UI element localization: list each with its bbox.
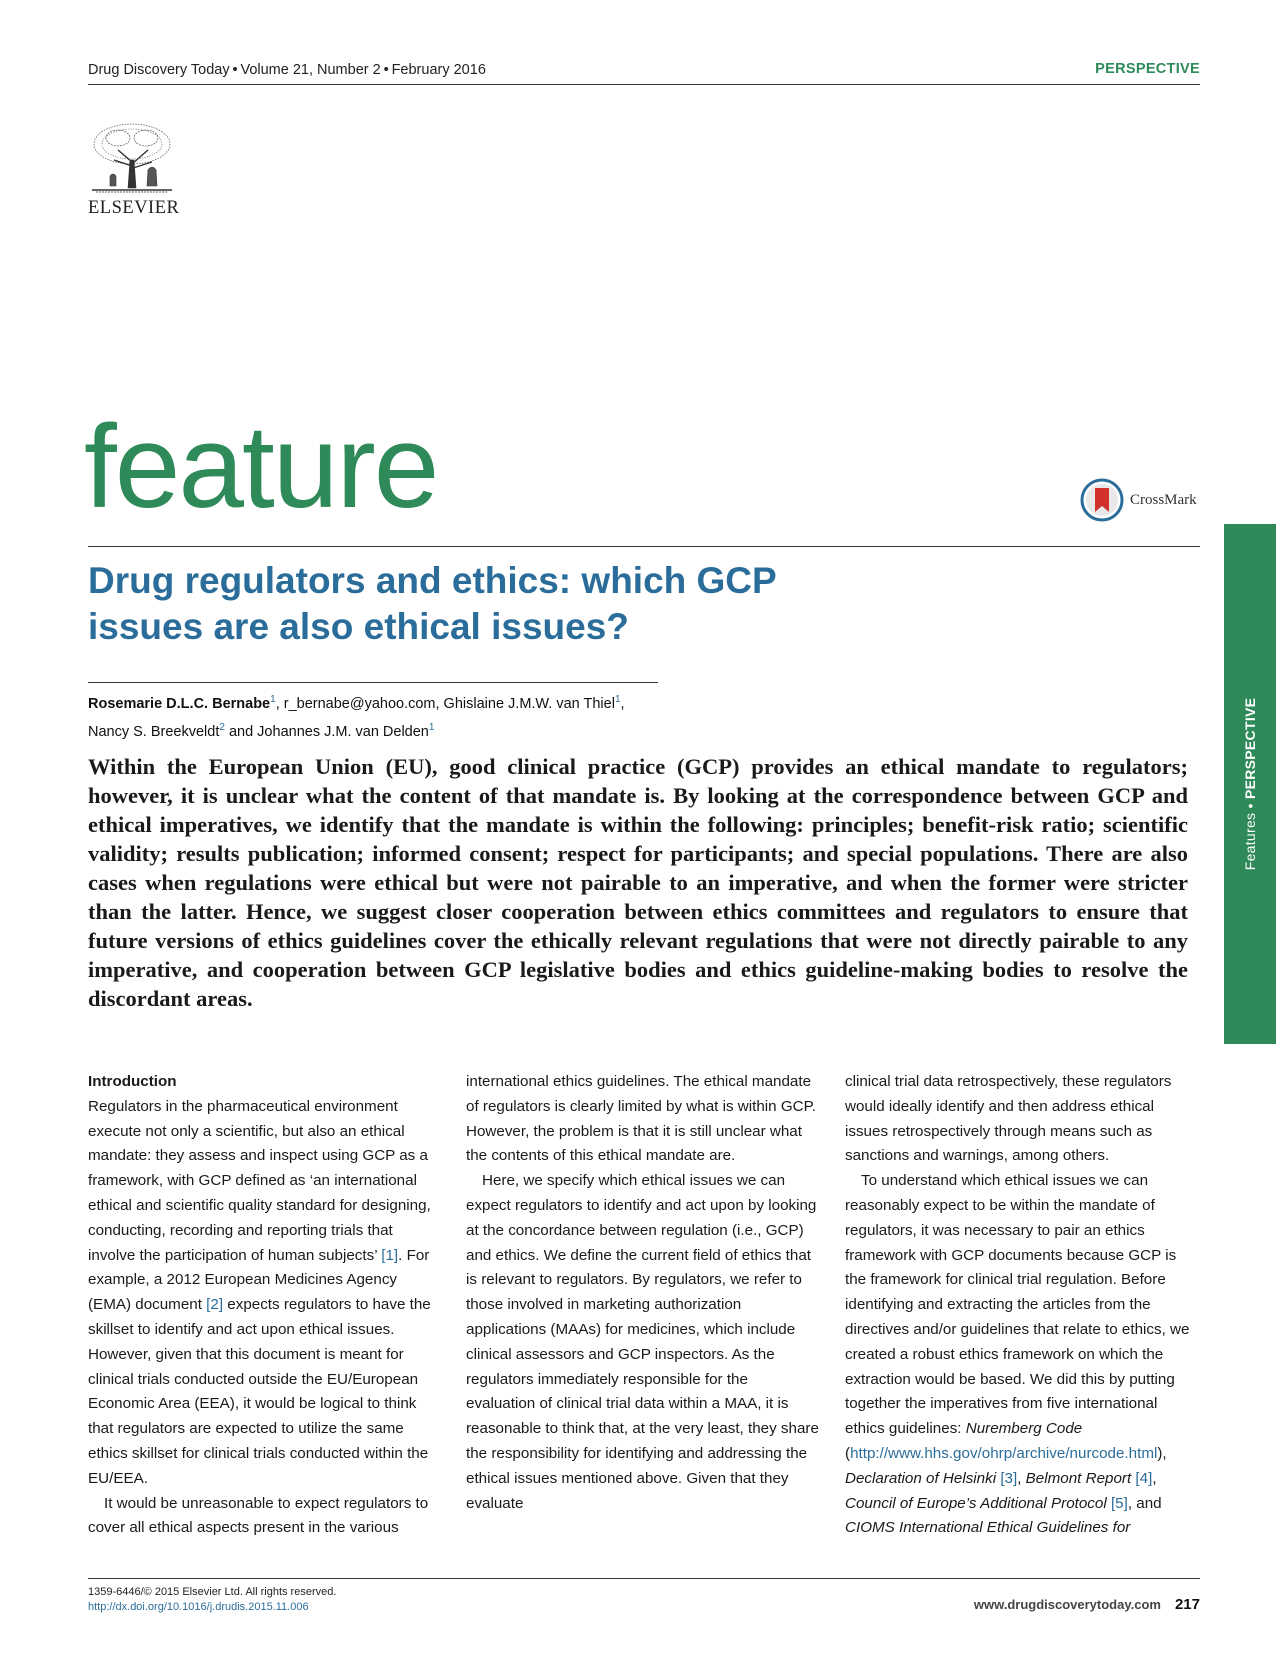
crossmark-badge[interactable] [1080, 478, 1197, 522]
affiliation-ref[interactable]: 1 [614, 694, 621, 705]
side-tab-perspective: PERSPECTIVE [1242, 697, 1258, 800]
paragraph: clinical trial data retrospectively, these regulators would ideally identify and then address ethical issues retrospectively through means such as sanctions and warnings, among others. [845, 1073, 1172, 1165]
separator: , [620, 695, 625, 712]
body-column-2 [466, 1070, 821, 1516]
footer-site [974, 1596, 1200, 1613]
guideline-title: Declaration of Helsinki [845, 1469, 997, 1487]
feature-label: feature [84, 401, 438, 533]
citation-link[interactable]: [2] [206, 1296, 224, 1314]
author-list [88, 688, 708, 744]
side-tab-label [1242, 698, 1258, 871]
body-column-3 [845, 1070, 1201, 1541]
elsevier-logo [88, 120, 180, 219]
author-rule [88, 682, 658, 683]
elsevier-wordmark: ELSEVIER [88, 198, 180, 218]
guideline-title: CIOMS International Ethical Guidelines for [845, 1519, 1131, 1537]
crossmark-label: CrossMark [1130, 491, 1197, 508]
title-line-1: Drug regulators and ethics: which GCP [88, 560, 777, 601]
abstract: Within the European Union (EU), good clinical practice (GCP) provides an ethical mandate to regulators; however, it is unclear what the content of that mandate is. By looking at the correspondence between GCP and ethical imperatives, we identify that the mandate is within the following: principles; benefit-risk ratio; scientific validity; results publication; informed consent; respect for participants; and special populations. There are also cases when regulations were ethical but were not pairable to an imperative, and when the former were stricter than the latter. Hence, we suggest closer cooperation between ethics committees and regulators to ensure that future versions of ethics guidelines cover the ethically relevant regulations that were not directly pairable to any imperative, and cooperation between GCP legislative bodies and ethics guideline-making bodies to resolve the discordant areas. [88, 754, 1188, 1011]
paragraph: To understand which ethical issues we can reasonably expect to be within the mandate of regulators, it was necessary to pair an ethics framework with GCP documents because GCP is the framework for clinical trial regulation. Before identifying and extracting the articles from the directives and/or guidelines that relate to ethics, we created a robust ethics framework on which the extraction would be based. We did this by putting together the imperatives from five international ethics guidelines: Nuremberg Code (http://www.hhs.gov/ohrp/archive/nurcode.html), Declaration of Helsinki [3], Belmont Report [4], Council of Europe’s Additional Protocol [5], and CIOMS International Ethical Guidelines for [845, 1172, 1190, 1537]
author-name-4: and Johannes J.M. van Delden [224, 723, 429, 740]
paragraph: international ethics guidelines. The ethical mandate of regulators is clearly limited by what is within GCP. However, the problem is that it is still unclear what the contents of this ethical mandate are. [466, 1073, 817, 1165]
guideline-title: Nuremberg Code [965, 1420, 1083, 1438]
side-section-tab [1224, 524, 1276, 1044]
citation-link[interactable]: [3] [996, 1469, 1018, 1487]
side-tab-features: Features [1242, 812, 1258, 871]
header-rule [88, 84, 1200, 85]
citation-link[interactable]: [5] [1106, 1494, 1128, 1512]
affiliation-ref[interactable]: 1 [270, 694, 276, 705]
journal-website-link[interactable]: www.drugdiscoverytoday.com [973, 1597, 1161, 1612]
affiliation-ref[interactable]: 2 [219, 721, 225, 733]
article-title [88, 558, 888, 650]
elsevier-tree-icon [88, 120, 176, 196]
section-label: PERSPECTIVE [1095, 61, 1200, 77]
copyright-line: 1359-6446/© 2015 Elsevier Ltd. All rights reserved. [88, 1586, 337, 1598]
feature-rule [88, 546, 1200, 547]
author-name-1: Rosemarie D.L.C. Bernabe [88, 695, 271, 712]
doi-link[interactable]: http://dx.doi.org/10.1016/j.drudis.2015.11.006 [88, 1601, 309, 1613]
citation-link[interactable]: [1] [381, 1246, 399, 1264]
page-number: 217 [1174, 1596, 1200, 1613]
section-heading-introduction: Introduction [88, 1073, 177, 1090]
paragraph: It would be unreasonable to expect regulators to cover all ethical aspects present in the various [88, 1494, 429, 1537]
paragraph: Here, we specify which ethical issues we can expect regulators to identify and act upon by looking at the concordance between regulation (i.e., GCP) and ethics. We define the current field of ethics that is relevant to regulators. By regulators, we refer to those involved in marketing authorization applications (MAAs) for medicines, which include clinical assessors and GCP inspectors. As the regulators immediately responsible for the evaluation of clinical trial data within a MAA, it is reasonable to think that, at the very least, they share the responsibility for identifying and addressing the ethical issues mentioned above. Given that they evaluate [466, 1172, 819, 1512]
author-name-3: Nancy S. Breekveldt [88, 723, 220, 740]
author-email-and-name-2: , r_bernabe@yahoo.com, Ghislaine J.M.W. van Thiel [275, 695, 615, 712]
side-tab-bullet: • [1242, 799, 1258, 813]
crossmark-icon [1080, 478, 1124, 522]
citation-link[interactable]: [4] [1131, 1469, 1153, 1487]
paragraph: Regulators in the pharmaceutical environment execute not only a scientific, but also an ethical mandate: they assess and inspect using GCP as a framework, with GCP defined as ‘an international ethical and scientific quality standard for designing, conducting, recording and reporting trials that involve the participation of human subjects’ [1]. For example, a 2012 European Medicines Agency (EMA) document [2] expects regulators to have the skillset to identify and act upon ethical issues. However, given that this document is meant for clinical trials conducted outside the EU/European Economic Area (EEA), it would be logical to think that regulators are expected to utilize the same ethics skillset for clinical trials conducted within the EU/EEA. [88, 1097, 431, 1487]
guideline-title: Belmont Report [1025, 1469, 1132, 1487]
title-line-2: issues are also ethical issues? [88, 606, 629, 647]
affiliation-ref[interactable]: 1 [428, 721, 435, 733]
body-column-1 [88, 1070, 443, 1541]
url-link[interactable]: http://www.hhs.gov/ohrp/archive/nurcode.html [850, 1444, 1158, 1462]
footer-rule [88, 1578, 1200, 1579]
running-head: Drug Discovery Today • Volume 21, Number 2 • February 2016 [88, 62, 486, 78]
guideline-title: Council of Europe’s Additional Protocol [845, 1494, 1107, 1512]
